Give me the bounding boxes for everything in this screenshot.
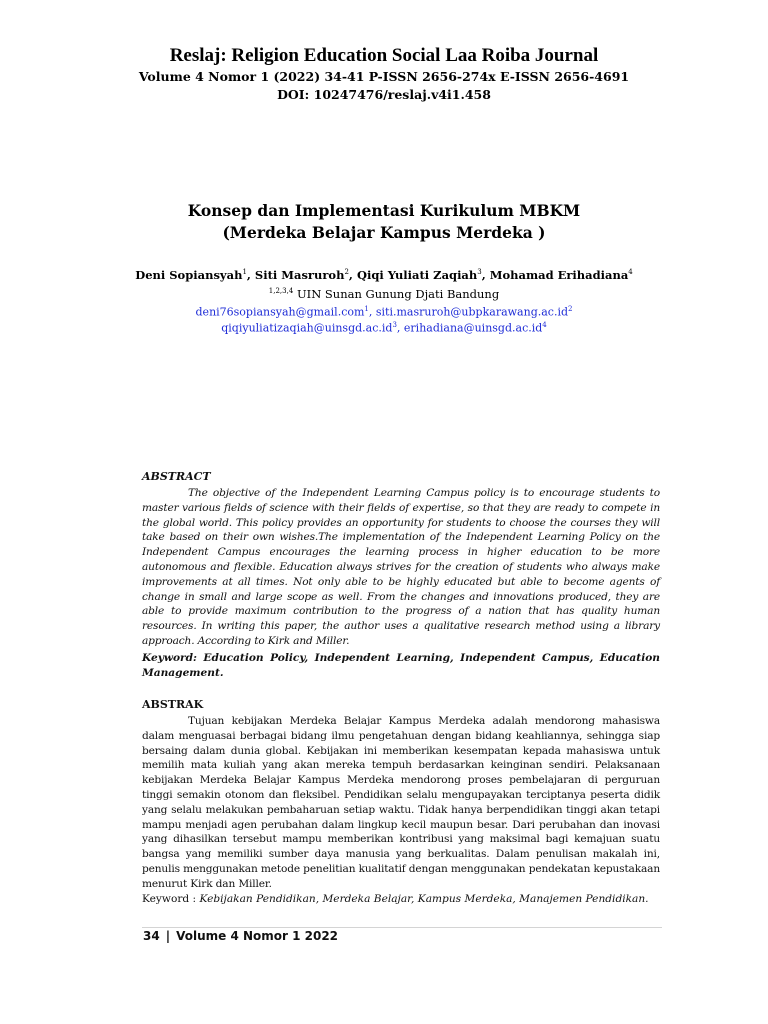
- email-link[interactable]: qiqiyuliatizaqiah@uinsgd.ac.id: [221, 321, 393, 335]
- author-name: Qiqi Yuliati Zaqiah: [356, 268, 478, 282]
- journal-title: Reslaj: Religion Education Social Laa Roiba Journal: [169, 45, 599, 66]
- abstract-heading: ABSTRACT: [142, 470, 211, 483]
- abstract-indonesian: [142, 698, 660, 906]
- email-sup: 4: [542, 321, 547, 329]
- email-link[interactable]: siti.masruroh@ubpkarawang.ac.id: [375, 305, 569, 319]
- abstract-body: The objective of the Independent Learning Campus policy is to encourage students to master various fields of science with their fields of expertise, so that they are ready to compete in the global world. This policy provides an opportunity for students to choose the courses they will take based on their own wishes.The implementation of the Independent Learning Policy on the Independent Campus encourages the learning process in higher education to be more autonomous and flexible. Education always strives for the creation of students who always make improvements at all times. Not only able to be highly educated but able to become agents of change in small and large scope as well. From the changes and innovations produced, they are able to provide maximum contribution to the progress of a nation that has quality human resources. In writing this paper, the author uses a qualitative research method using a library approach. According to Kirk and Miller.: [142, 487, 660, 647]
- author-name: Mohamad Erihadiana: [489, 268, 629, 282]
- email-line-1: deni76sopiansyah@gmail.com$^1$, $siti.masruroh@ubpkarawang.ac.id^2$: [195, 305, 573, 319]
- author-sup: 4: [628, 268, 633, 277]
- email-sup: 2: [568, 305, 573, 313]
- email-line-2: $qiqiyuliatizaqiah@uinsgd.ac.id^3$, $erihadiana@uinsgd.ac.id^4$: [221, 321, 547, 335]
- doi-line: DOI: 10247476/reslaj.v4i1.458: [277, 87, 491, 102]
- article-title-line2: (Merdeka Belajar Kampus Merdeka ): [222, 223, 546, 242]
- author-sup: 1: [242, 268, 247, 277]
- abstrak-body: Tujuan kebijakan Merdeka Belajar Kampus Merdeka adalah mendorong mahasiswa dalam menguasai berbagai bidang ilmu pengetahuan dengan bidang keahliannya, sehingga siap bersaing dalam dunia global. Kebijakan ini memberikan kesempatan kepada mahasiswa untuk memilih mata kuliah yang akan mereka tempuh berdasarkan keinginan sendiri. Pelaksanaan kebijakan Merdeka Belajar Kampus Merdeka mendorong proses pembelajaran di perguruan tinggi semakin otonom dan fleksibel. Pendidikan selalu mengupayakan terciptanya peserta didik yang selalu melakukan pembaharuan setiap waktu. Tidak hanya berpendidikan tinggi akan tetapi mampu menjadi agen perubahan dalam lingkup kecil maupun besar. Dari perubahan dan inovasi yang dihasilkan tersebut mampu memberikan kontribusi yang maksimal bagi kemajuan suatu bangsa yang memiliki sumber daya manusia yang berkualitas. Dalam penulisan makalah ini, penulis menggunakan metode penelitian kualitatif dengan menggunakan pendekatan kepustakaan menurut Kirk dan Miller.: [142, 715, 660, 890]
- keyword-line: Keyword: Education Policy, Independent Learning, Independent Campus, Education Management.: [142, 651, 660, 679]
- affiliation-text: UIN Sunan Gunung Djati Bandung: [296, 287, 500, 301]
- page-footer: [143, 929, 338, 943]
- volume-issn-line: Volume 4 Nomor 1 (2022) 34-41 P-ISSN 2656-274x E-ISSN 2656-4691: [138, 69, 630, 84]
- author-sup: 2: [344, 268, 349, 277]
- author-list: Deni Sopiansyah$^1$, Siti Masruroh$^2$, Qiqi Yuliati Zaqiah$^3$, Mohamad Erihadiana$^4$: [135, 268, 633, 282]
- footer-volume: Volume 4 Nomor 1 2022: [176, 929, 339, 943]
- author-name: Siti Masruroh: [254, 268, 345, 282]
- email-link[interactable]: erihadiana@uinsgd.ac.id: [403, 321, 543, 335]
- article-title-line1: Konsep dan Implementasi Kurikulum MBKM: [187, 201, 581, 220]
- abstrak-heading: ABSTRAK: [142, 698, 204, 711]
- email-sup: 3: [392, 321, 397, 329]
- author-sup: 3: [477, 268, 482, 277]
- keyword-terms: Kebijakan Pendidikan, Merdeka Belajar, Kampus Merdeka, Manajemen Pendidikan.: [199, 892, 649, 905]
- email-link[interactable]: deni76sopiansyah@gmail.com: [195, 305, 365, 319]
- email-sup: 1: [364, 305, 369, 313]
- kata-kunci-line: [142, 892, 660, 907]
- page-number: 34: [143, 929, 160, 943]
- author-name: Deni Sopiansyah: [135, 268, 243, 282]
- keyword-label: Keyword :: [142, 892, 200, 905]
- affiliation: [0, 287, 768, 301]
- footer-separator: |: [165, 929, 171, 943]
- footer-divider: [142, 927, 662, 928]
- affiliation-sup: 1,2,3,4: [268, 287, 294, 296]
- abstract-english: [142, 470, 660, 680]
